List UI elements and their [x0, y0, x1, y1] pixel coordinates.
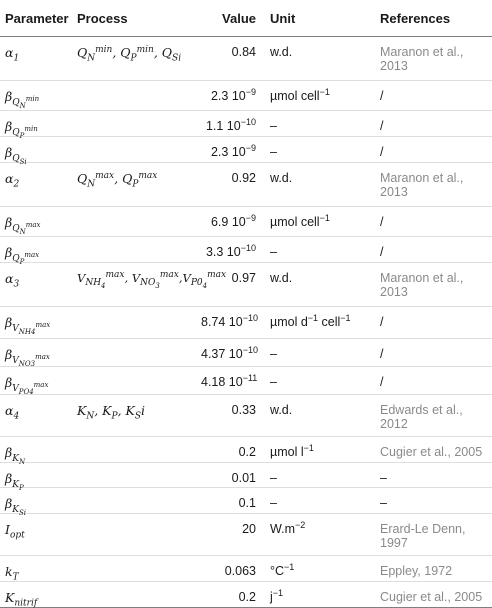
table-row: [0, 37, 492, 81]
parameter-cell: $\beta_{Q_N^{max}}$: [0, 207, 72, 237]
table-row: [0, 81, 492, 111]
header-process: Process: [72, 0, 196, 37]
unit-cell: w.d.: [262, 163, 372, 207]
value-cell: 20: [196, 513, 262, 555]
process-cell: [72, 237, 196, 263]
process-cell: [72, 555, 196, 581]
header-row: [0, 0, 492, 37]
parameter-cell: $k_T$: [0, 555, 72, 581]
parameter-cell: $K_{nitrif}$: [0, 581, 72, 607]
value-cell: 4.18 $10^{-11}$: [196, 367, 262, 395]
reference-cell: /: [372, 367, 492, 395]
process-cell: $Q_N^{max}$, $Q_P^{max}$: [72, 163, 196, 207]
table-row: [0, 111, 492, 137]
value-cell: 2.3 $10^{-9}$: [196, 81, 262, 111]
value-cell: 8.74 $10^{-10}$: [196, 307, 262, 339]
unit-cell: $^\circ C^{-1}$: [262, 555, 372, 581]
table-row: [0, 137, 492, 163]
unit-cell: µmol $l^{-1}$: [262, 437, 372, 463]
unit-cell: $j^{-1}$: [262, 581, 372, 607]
table-row: [0, 395, 492, 437]
parameter-cell: $\beta_{Q_P^{min}}$: [0, 111, 72, 137]
parameter-cell: $\beta_{Q_N^{min}}$: [0, 81, 72, 111]
value-cell: 0.1: [196, 488, 262, 513]
reference-cell: /: [372, 137, 492, 163]
process-cell: [72, 513, 196, 555]
table-row: [0, 463, 492, 488]
value-cell: 0.92: [196, 163, 262, 207]
parameter-cell: $\alpha_3$: [0, 263, 72, 307]
reference-cell: Cugier et al., 2005: [372, 437, 492, 463]
parameter-cell: $\beta_{V_{PO4}^{max}}$: [0, 367, 72, 395]
unit-cell: w.d.: [262, 37, 372, 81]
unit-cell: –: [262, 137, 372, 163]
header-unit: Unit: [262, 0, 372, 37]
reference-cell: /: [372, 81, 492, 111]
unit-cell: µmol cell$^{-1}$: [262, 207, 372, 237]
process-cell: $V_{NH_4}^{max}$, $V_{NO_3}^{max},V_{P0_4}^{max}$: [72, 263, 196, 307]
process-cell: [72, 81, 196, 111]
parameter-cell: $\alpha_4$: [0, 395, 72, 437]
table-row: [0, 488, 492, 513]
unit-cell: –: [262, 339, 372, 367]
table-row: [0, 437, 492, 463]
reference-cell: Maranon et al., 2013: [372, 37, 492, 81]
parameter-cell: $\beta_{K_N}$: [0, 437, 72, 463]
process-cell: [72, 137, 196, 163]
value-cell: 4.37 $10^{-10}$: [196, 339, 262, 367]
process-cell: [72, 463, 196, 488]
table-row: [0, 339, 492, 367]
reference-cell: /: [372, 339, 492, 367]
table-row: [0, 581, 492, 607]
table-row: [0, 263, 492, 307]
header-parameter: Parameter: [0, 0, 72, 37]
value-cell: 2.3 $10^{-9}$: [196, 137, 262, 163]
table-row: [0, 307, 492, 339]
reference-cell: Erard-Le Denn, 1997: [372, 513, 492, 555]
reference-cell: –: [372, 463, 492, 488]
reference-cell: /: [372, 307, 492, 339]
process-cell: [72, 307, 196, 339]
parameter-cell: $\beta_{K_{Si}}$: [0, 488, 72, 513]
value-cell: 6.9 $10^{-9}$: [196, 207, 262, 237]
process-cell: [72, 581, 196, 607]
parameter-cell: $\beta_{V_{NO3}^{max}}$: [0, 339, 72, 367]
process-cell: [72, 488, 196, 513]
parameter-cell: $\beta_{Q_{Si}}$: [0, 137, 72, 163]
value-cell: 0.84: [196, 37, 262, 81]
unit-cell: –: [262, 111, 372, 137]
parameter-cell: $\beta_{Q_P^{max}}$: [0, 237, 72, 263]
unit-cell: µmol $d^{-1}$ cell$^{-1}$: [262, 307, 372, 339]
process-cell: [72, 437, 196, 463]
unit-cell: –: [262, 488, 372, 513]
table-row: [0, 207, 492, 237]
process-cell: $Q_N^{min}$, $Q_P^{min}$, $Q_{Si}$: [72, 37, 196, 81]
table-row: [0, 513, 492, 555]
reference-cell: /: [372, 237, 492, 263]
process-cell: $K_N$, $K_P$, $K_Si$: [72, 395, 196, 437]
parameter-cell: $\alpha_2$: [0, 163, 72, 207]
parameter-cell: $\beta_{K_P}$: [0, 463, 72, 488]
reference-cell: –: [372, 488, 492, 513]
process-cell: [72, 111, 196, 137]
value-cell: 0.33: [196, 395, 262, 437]
reference-cell: Eppley, 1972: [372, 555, 492, 581]
unit-cell: µmol cell$^{-1}$: [262, 81, 372, 111]
value-cell: 0.01: [196, 463, 262, 488]
reference-cell: Maranon et al., 2013: [372, 263, 492, 307]
unit-cell: –: [262, 237, 372, 263]
parameter-cell: $I_{opt}$: [0, 513, 72, 555]
unit-cell: $W.m^{-2}$: [262, 513, 372, 555]
unit-cell: w.d.: [262, 395, 372, 437]
value-cell: 0.97: [196, 263, 262, 307]
unit-cell: w.d.: [262, 263, 372, 307]
value-cell: 0.2: [196, 437, 262, 463]
reference-cell: Cugier et al., 2005: [372, 581, 492, 607]
unit-cell: –: [262, 463, 372, 488]
header-references: References: [372, 0, 492, 37]
process-cell: [72, 339, 196, 367]
process-cell: [72, 367, 196, 395]
reference-cell: /: [372, 207, 492, 237]
value-cell: 1.1 $10^{-10}$: [196, 111, 262, 137]
header-value: Value: [196, 0, 262, 37]
table-row: [0, 237, 492, 263]
table-row: [0, 555, 492, 581]
value-cell: 0.063: [196, 555, 262, 581]
reference-cell: Edwards et al., 2012: [372, 395, 492, 437]
parameter-cell: $\beta_{V_{NH4}^{max}}$: [0, 307, 72, 339]
value-cell: 3.3 $10^{-10}$: [196, 237, 262, 263]
table-row: [0, 367, 492, 395]
process-cell: [72, 207, 196, 237]
table-row: [0, 163, 492, 207]
unit-cell: –: [262, 367, 372, 395]
value-cell: 0.2: [196, 581, 262, 607]
parameter-cell: $\alpha_1$: [0, 37, 72, 81]
reference-cell: /: [372, 111, 492, 137]
reference-cell: Maranon et al., 2013: [372, 163, 492, 207]
